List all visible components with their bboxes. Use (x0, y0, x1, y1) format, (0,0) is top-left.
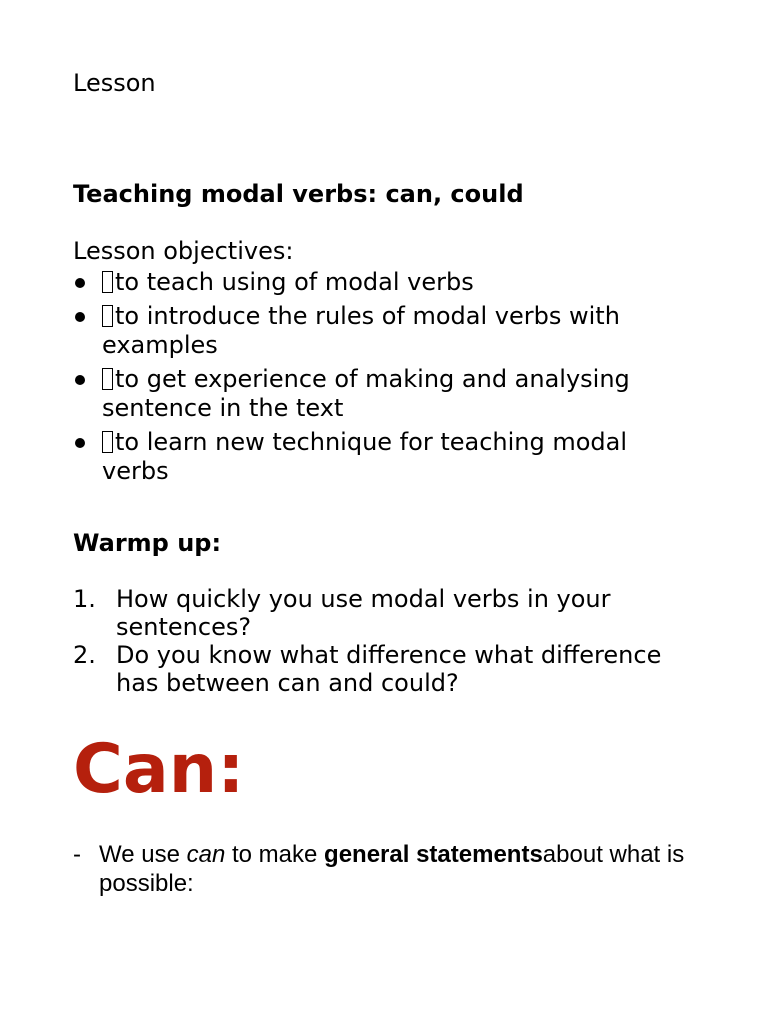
objective-text: to get experience of making and analysing sentence in the text (102, 365, 630, 422)
objective-item (73, 268, 693, 297)
dash-bullet: - (73, 841, 81, 868)
warmup-item-number: 2. (73, 641, 96, 669)
lesson-title: Teaching modal verbs: can, could (73, 180, 524, 208)
objectives-heading: Lesson objectives: (73, 237, 294, 265)
objective-item (73, 302, 693, 360)
can-statement (73, 840, 699, 898)
objective-item (73, 428, 693, 486)
objective-text: to teach using of modal verbs (115, 268, 474, 296)
warmup-item-number: 1. (73, 585, 96, 613)
can-heading: Can: (73, 730, 245, 809)
header-label: Lesson (73, 69, 156, 97)
warmup-item-text: Do you know what difference what difference has between can and could? (116, 641, 662, 697)
bullet-icon (75, 278, 85, 288)
objective-text: to introduce the rules of modal verbs with examples (102, 302, 620, 359)
statement-text: about what is possible: (99, 841, 685, 897)
warmup-heading: Warmp up: (73, 529, 222, 557)
warmup-item (73, 585, 673, 641)
objective-text: to learn new technique for teaching modal verbs (102, 428, 628, 485)
statement-bold-term: general statements (324, 841, 543, 868)
warmup-item (73, 641, 673, 697)
objectives-list (73, 268, 693, 491)
warmup-list (73, 585, 673, 697)
statement-text: to make (225, 841, 325, 868)
statement-italic-can: can (186, 841, 226, 868)
missing-glyph-icon (102, 305, 113, 327)
statement-text: We use (99, 841, 187, 868)
bullet-icon (75, 438, 85, 448)
bullet-icon (75, 375, 85, 385)
missing-glyph-icon (102, 368, 113, 390)
objective-item (73, 365, 693, 423)
missing-glyph-icon (102, 271, 113, 293)
warmup-item-text: How quickly you use modal verbs in your sentences? (116, 585, 611, 641)
missing-glyph-icon (102, 431, 113, 453)
bullet-icon (75, 312, 85, 322)
